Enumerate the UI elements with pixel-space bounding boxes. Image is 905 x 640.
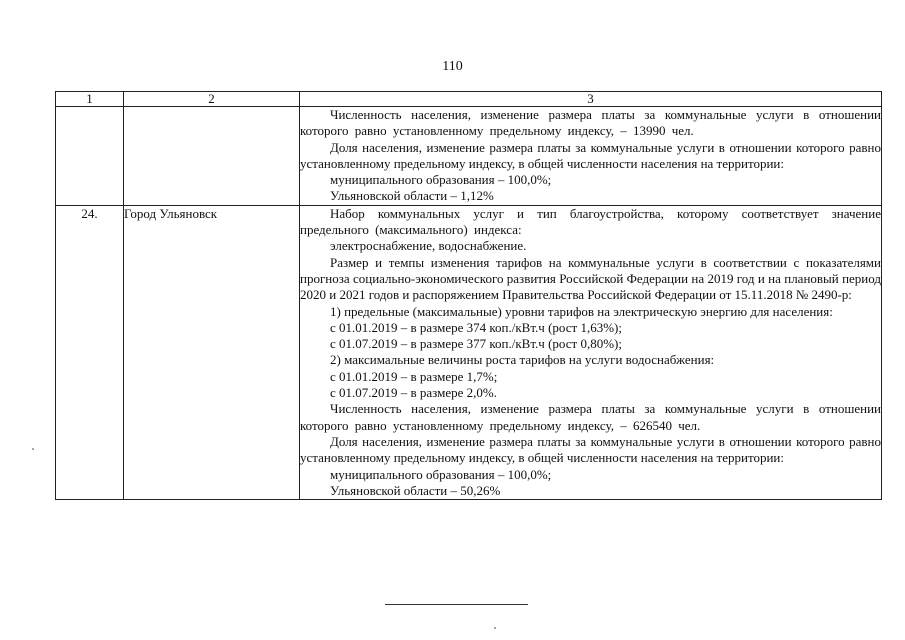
municipality-name-cell: Город Ульяновск bbox=[124, 205, 300, 499]
paragraph: Численность населения, изменение размера платы за коммунальные услуги в отношении которого равно установленному предельному индексу, – 626540 чел. bbox=[300, 401, 881, 433]
paragraph: муниципального образования – 100,0%; bbox=[330, 466, 552, 482]
paragraph: с 01.01.2019 – в размере 1,7%; bbox=[330, 368, 498, 384]
paragraph: 2) максимальные величины роста тарифов на услуги водоснабжения: bbox=[330, 352, 715, 368]
paragraph: электроснабжение, водоснабжение. bbox=[330, 238, 527, 254]
paragraph: Набор коммунальных услуг и тип благоустройства, которому соответствует значение предельного (максимального) индекса: bbox=[300, 205, 881, 238]
footnote-separator bbox=[385, 604, 528, 605]
content-cell bbox=[300, 205, 882, 499]
column-header-1: 1 bbox=[56, 92, 124, 107]
paragraph: Размер и темпы изменения тарифов на коммунальные услуги в соответствии с показателями прогноза социально-экономического развития Российской Федерации на 2019 год и на плановый период 2020 и 2021 годов и распоряжением Правительства Российской Федерации от 15.11.2018 № 2490-р: bbox=[300, 254, 881, 303]
municipality-name-cell bbox=[124, 107, 300, 206]
page-number: 110 bbox=[442, 59, 463, 74]
paragraph: с 01.07.2019 – в размере 2,0%. bbox=[330, 385, 497, 401]
paragraph: 1) предельные (максимальные) уровни тарифов на электрическую энергию для населения: bbox=[330, 303, 833, 319]
content-cell bbox=[300, 107, 882, 206]
column-header-3: 3 bbox=[300, 92, 882, 107]
scan-speck bbox=[494, 627, 496, 629]
paragraph: муниципального образования – 100,0%; bbox=[330, 172, 552, 188]
column-header-2: 2 bbox=[124, 92, 300, 107]
table-header-row bbox=[56, 92, 882, 107]
document-table bbox=[55, 91, 882, 500]
paragraph: с 01.07.2019 – в размере 377 коп./кВт.ч (рост 0,80%); bbox=[330, 336, 622, 352]
scan-speck bbox=[32, 448, 34, 450]
paragraph: Ульяновской области – 1,12% bbox=[330, 188, 494, 204]
row-number-cell: 24. bbox=[56, 205, 124, 499]
table-row-24 bbox=[56, 205, 882, 499]
paragraph: с 01.01.2019 – в размере 374 коп./кВт.ч (рост 1,63%); bbox=[330, 319, 622, 335]
paragraph: Численность населения, изменение размера платы за коммунальные услуги в отношении которого равно установленному предельному индексу, – 13990 чел. bbox=[300, 107, 881, 139]
table-row-continued bbox=[56, 107, 882, 206]
paragraph: Ульяновской области – 50,26% bbox=[330, 482, 501, 498]
paragraph: Доля населения, изменение размера платы за коммунальные услуги в отношении которого равно установленному предельному индексу, в общей численности населения на территории: bbox=[300, 139, 881, 171]
paragraph: Доля населения, изменение размера платы за коммунальные услуги в отношении которого равно установленному предельному индексу, в общей численности населения на территории: bbox=[300, 433, 881, 466]
row-number-cell bbox=[56, 107, 124, 206]
